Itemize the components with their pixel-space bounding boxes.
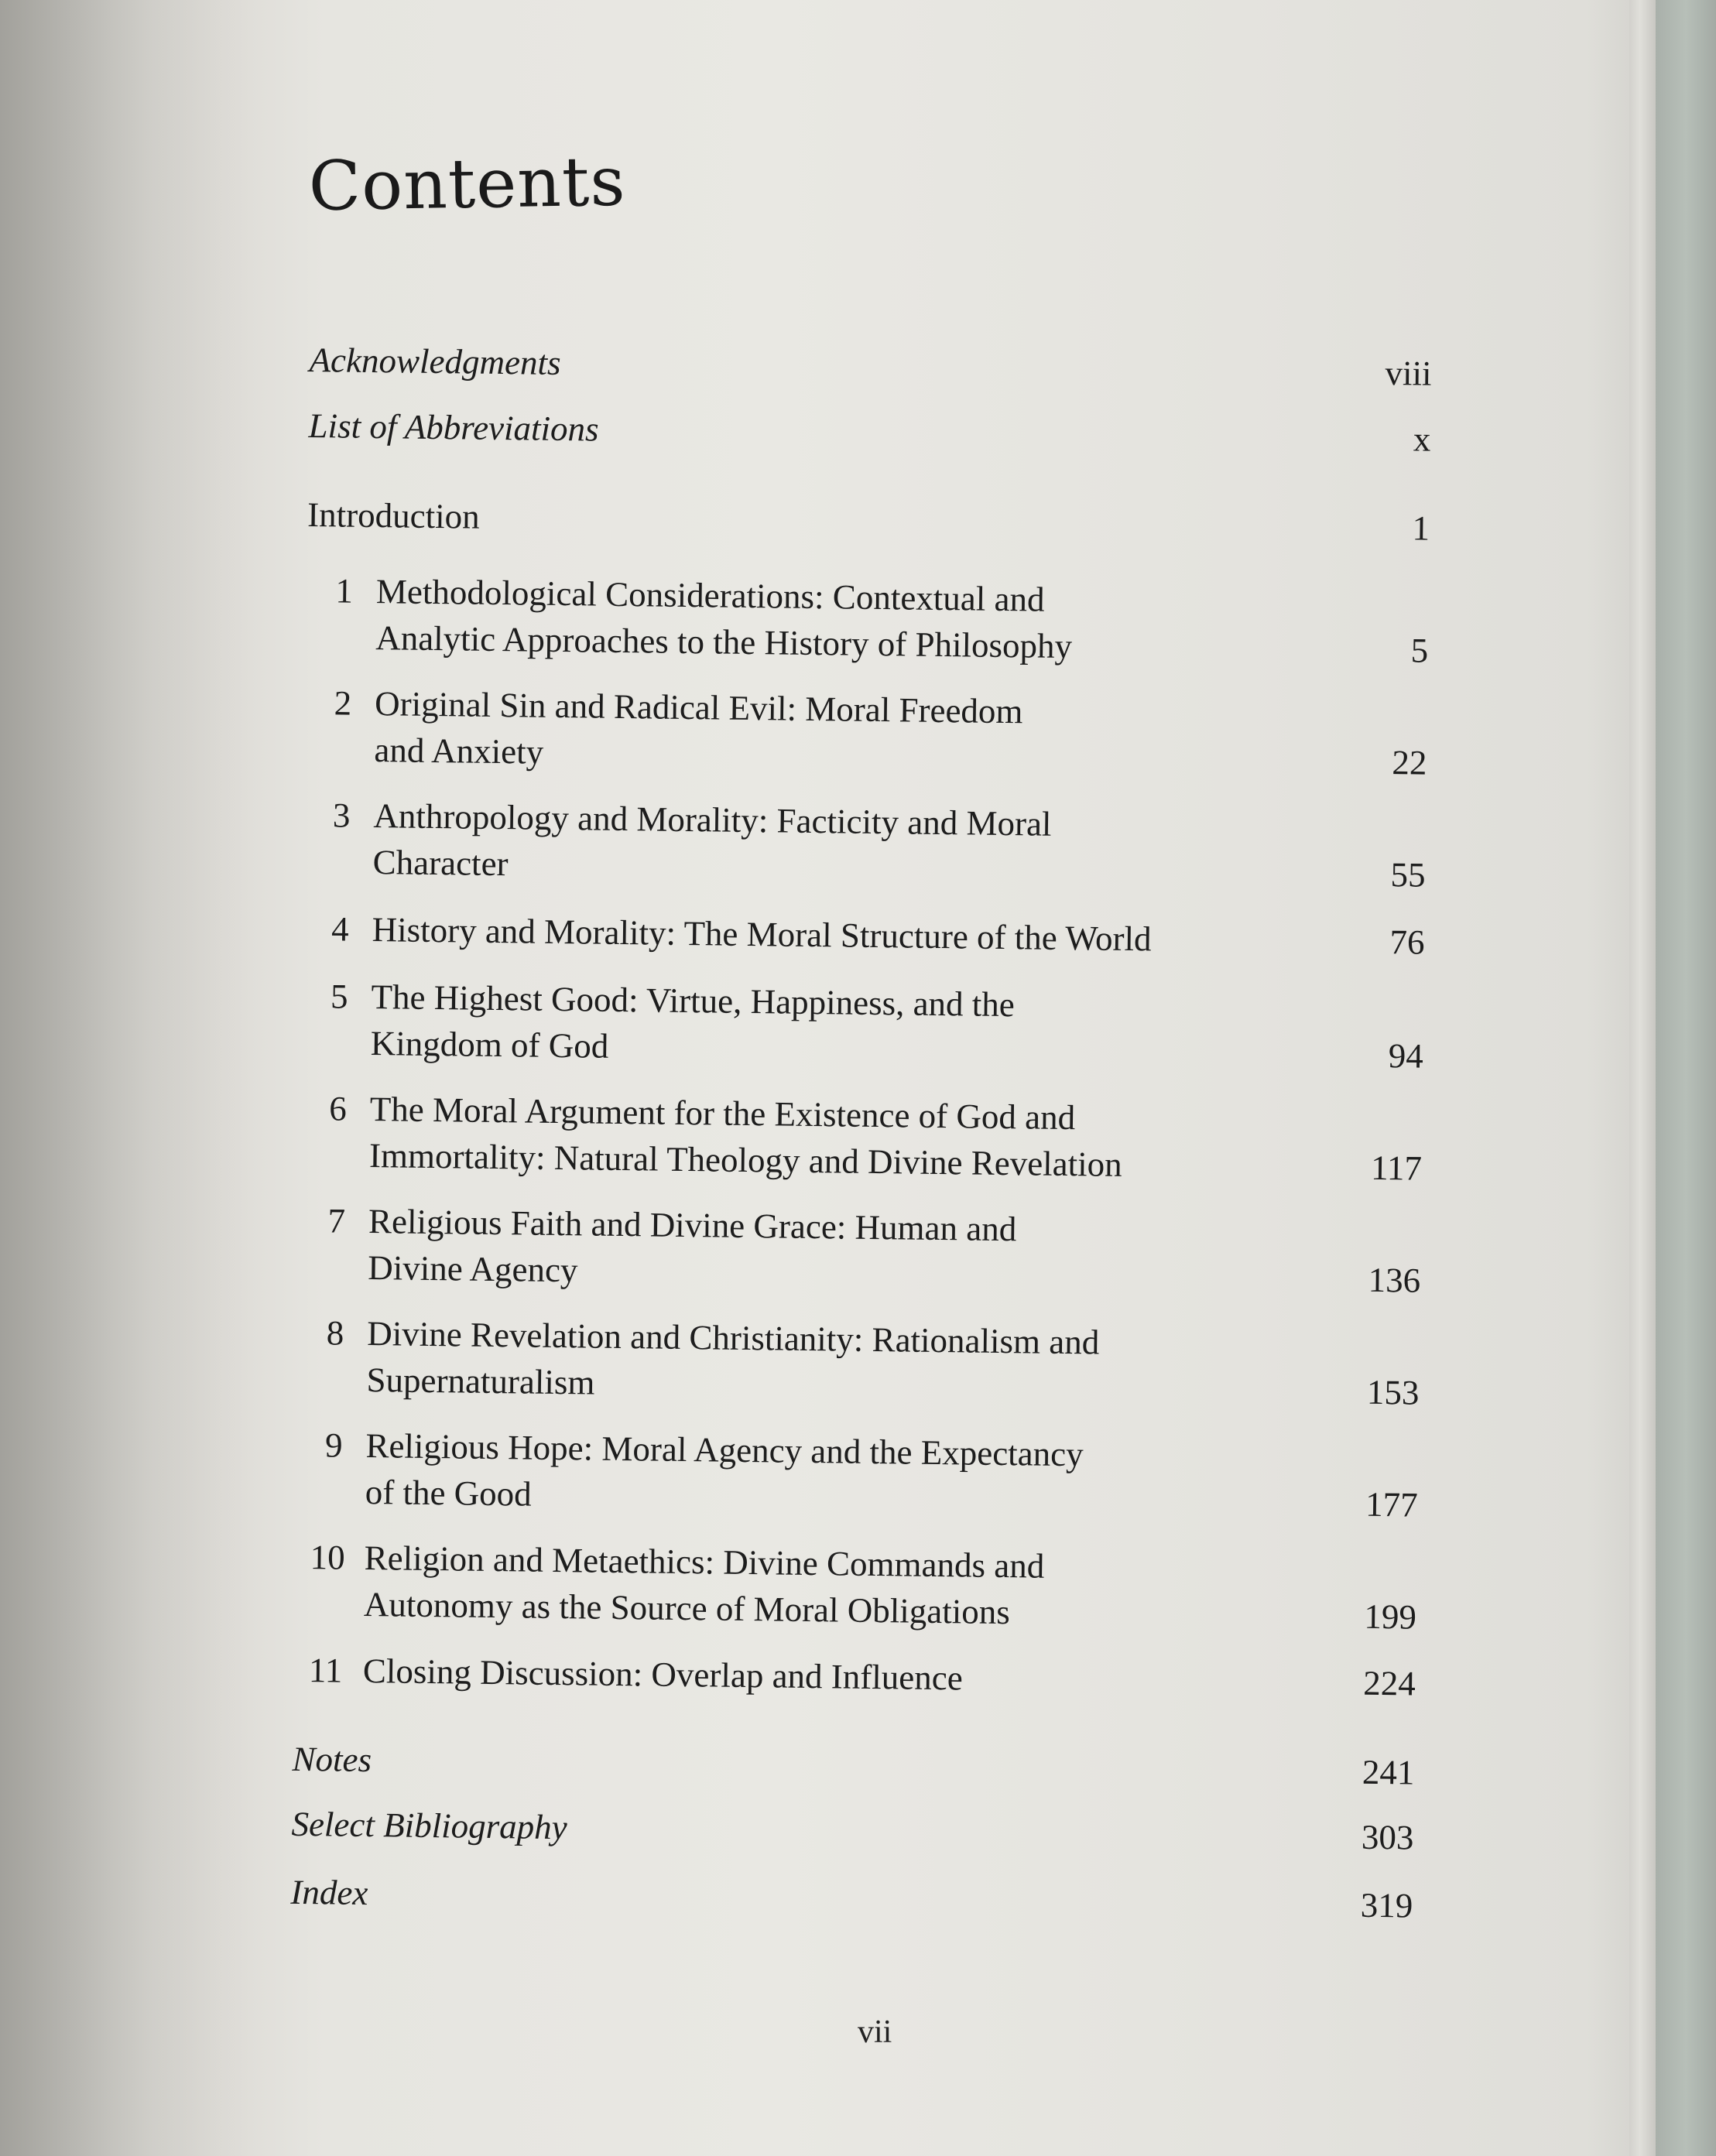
chapter-number: 2	[334, 683, 352, 723]
toc-entry-list-of-abbreviations	[308, 402, 1431, 459]
chapter-title-line-1: Original Sin and Radical Evil: Moral Freedom	[374, 684, 1023, 731]
chapter-page: 117	[1370, 1148, 1423, 1188]
toc-entry-acknowledgments	[309, 337, 1432, 393]
toc-entry-select-bibliography	[291, 1801, 1414, 1857]
chapter-page: 199	[1364, 1596, 1417, 1637]
toc-chapter-4	[303, 905, 1425, 962]
chapter-number: 9	[324, 1425, 343, 1465]
toc-entry-label: Acknowledgments	[309, 340, 561, 382]
page-number: vii	[858, 2014, 892, 2050]
chapter-page: 136	[1368, 1260, 1421, 1300]
chapter-title-line-1: Religious Hope: Moral Agency and the Expectancy	[365, 1425, 1084, 1474]
chapter-page: 153	[1366, 1372, 1420, 1412]
toc-entry-page: 319	[1360, 1885, 1413, 1925]
chapter-title-line-2: Autonomy as the Source of Moral Obligations	[363, 1584, 1011, 1632]
toc-chapter-7	[299, 1197, 1421, 1300]
chapter-title-line-2: and Anxiety	[374, 731, 544, 772]
adjacent-page-strip	[1656, 0, 1716, 2156]
toc-entry-label: Index	[290, 1872, 368, 1913]
toc-chapter-9	[296, 1422, 1419, 1525]
chapter-title-line-1: The Highest Good: Virtue, Happiness, and the	[371, 977, 1016, 1025]
chapter-page: 76	[1389, 922, 1425, 962]
chapter-title-line-1: Anthropology and Morality: Facticity and Moral	[373, 796, 1052, 844]
book-gutter-shadow	[0, 0, 255, 2156]
toc-entry-page: 241	[1361, 1752, 1415, 1792]
chapter-title-line-1: Religious Faith and Divine Grace: Human and	[368, 1202, 1017, 1249]
toc-chapter-11	[293, 1647, 1416, 1703]
chapter-title-line-2: Immortality: Natural Theology and Divine Revelation	[368, 1136, 1123, 1184]
toc-entry-page: 303	[1361, 1817, 1414, 1857]
chapter-title-line-1: Methodological Considerations: Contextual and	[375, 572, 1045, 619]
page-edge	[1629, 0, 1656, 2156]
chapter-page: 94	[1388, 1036, 1424, 1076]
toc-chapter-3	[304, 792, 1427, 895]
table-of-contents	[290, 337, 1432, 1925]
chapter-number: 8	[326, 1313, 344, 1353]
toc-entry-page: 1	[1412, 508, 1430, 548]
chapter-page: 177	[1365, 1484, 1418, 1525]
chapter-title-line-1: Closing Discussion: Overlap and Influence	[362, 1651, 964, 1698]
chapter-number: 7	[327, 1201, 346, 1241]
chapter-page: 55	[1390, 855, 1426, 895]
chapter-number: 10	[310, 1538, 346, 1577]
chapter-title-line-2: Analytic Approaches to the History of Philosophy	[375, 618, 1073, 666]
chapter-title-line-1: Religion and Metaethics: Divine Commands and	[364, 1538, 1045, 1586]
chapter-title-line-2: of the Good	[365, 1472, 533, 1514]
chapter-title-line-1: History and Morality: The Moral Structure of the World	[372, 910, 1152, 959]
toc-chapter-2	[306, 679, 1428, 782]
toc-entry-index	[290, 1869, 1413, 1925]
toc-chapter-8	[298, 1309, 1420, 1412]
toc-entry-label: Notes	[292, 1739, 372, 1780]
chapter-number: 1	[335, 571, 354, 611]
chapter-page: 5	[1410, 631, 1429, 670]
chapter-title-line-2: Character	[372, 843, 509, 884]
toc-entry-notes	[292, 1736, 1415, 1792]
toc-entry-label: Introduction	[307, 495, 480, 536]
chapter-title-line-1: The Moral Argument for the Existence of God and	[369, 1090, 1076, 1138]
chapter-title-line-2: Divine Agency	[368, 1248, 578, 1290]
toc-chapter-6	[300, 1085, 1423, 1188]
page-title: Contents	[308, 141, 627, 226]
chapter-title-line-2: Supernaturalism	[366, 1360, 595, 1402]
toc-chapter-1	[307, 567, 1429, 670]
chapter-page: 22	[1392, 743, 1427, 782]
toc-chapter-10	[295, 1534, 1417, 1637]
toc-chapter-5	[302, 973, 1424, 1076]
toc-entry-page: x	[1413, 419, 1431, 459]
chapter-number: 11	[308, 1651, 343, 1690]
toc-entry-label: Select Bibliography	[291, 1804, 567, 1847]
toc-entry-introduction	[307, 491, 1430, 548]
toc-entry-page: viii	[1385, 353, 1432, 393]
chapter-number: 3	[332, 796, 351, 835]
toc-entry-label: List of Abbreviations	[308, 406, 599, 449]
chapter-title-line-2: Kingdom of God	[370, 1024, 609, 1066]
chapter-number: 4	[331, 909, 349, 949]
chapter-number: 6	[329, 1089, 348, 1128]
chapter-title-line-1: Divine Revelation and Christianity: Rationalism and	[366, 1314, 1100, 1362]
chapter-page: 224	[1363, 1663, 1416, 1703]
chapter-number: 5	[330, 977, 348, 1016]
